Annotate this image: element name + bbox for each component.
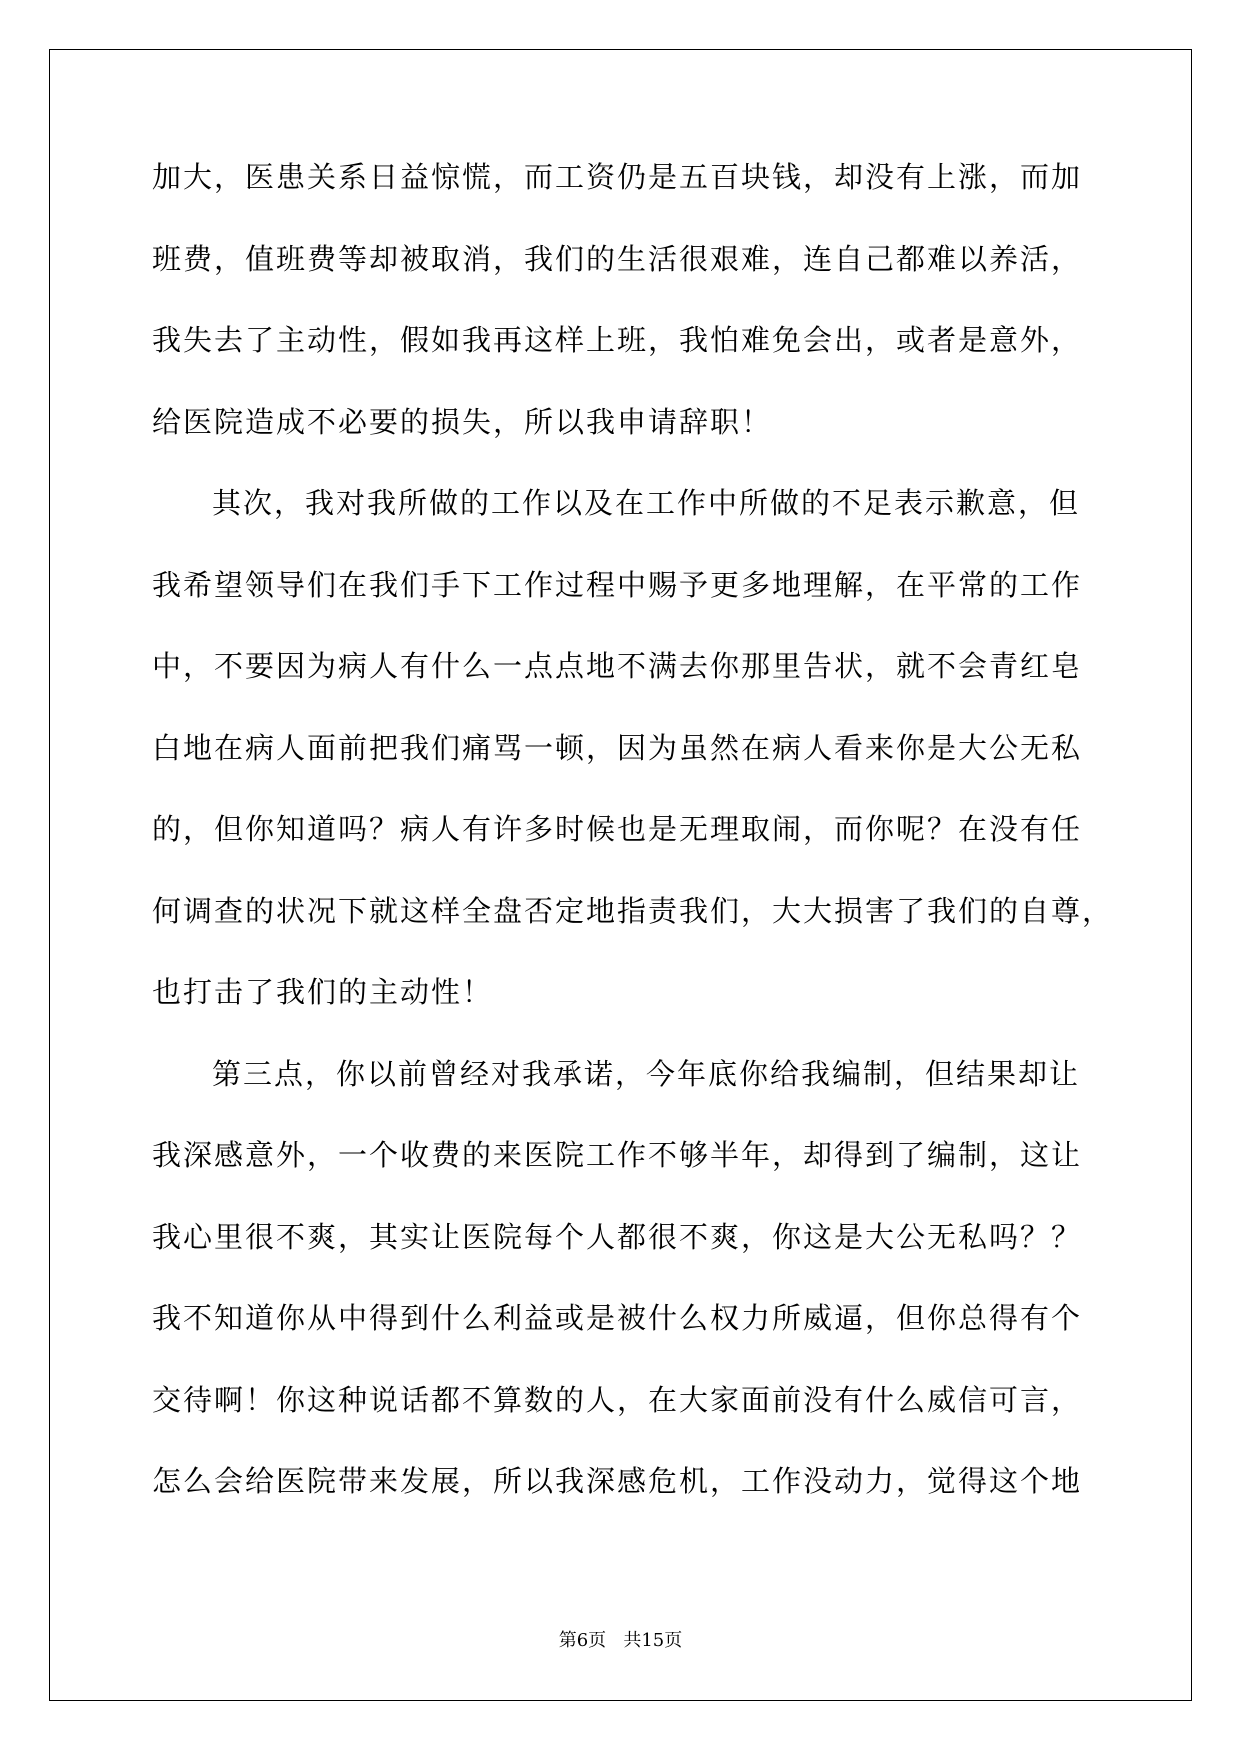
text-line: 加大，医患关系日益惊慌，而工资仍是五百块钱，却没有上涨，而加: [152, 160, 1083, 194]
text-line: 中，不要因为病人有什么一点点地不满去你那里告状，就不会青红皂: [152, 649, 1083, 683]
text-line: 我希望领导们在我们手下工作过程中赐予更多地理解，在平常的工作: [152, 567, 1083, 602]
text-line: 给医院造成不必要的损失，所以我申请辞职！: [152, 404, 773, 439]
text-line: 我心里很不爽，其实让医院每个人都很不爽，你这是大公无私吗？？: [152, 1219, 1083, 1254]
text-line: 我不知道你从中得到什么利益或是被什么权力所威逼，但你总得有个: [152, 1301, 1083, 1335]
page-footer: [0, 1630, 1241, 1652]
page-number: 第6页: [558, 1630, 607, 1651]
text-line: 交待啊！你这种说话都不算数的人，在大家面前没有什么威信可言，: [152, 1382, 1083, 1417]
page-total: 共15页: [623, 1630, 683, 1651]
paragraph-first-line: 其次，我对我所做的工作以及在工作中所做的不足表示歉意，但: [212, 486, 1081, 520]
text-line: 也打击了我们的主动性！: [152, 975, 494, 1009]
text-line: 怎么会给医院带来发展，所以我深感危机，工作没动力，觉得这个地: [152, 1464, 1083, 1498]
text-line: 我失去了主动性，假如我再这样上班，我怕难免会出，或者是意外，: [152, 323, 1083, 357]
text-line: 班费，值班费等却被取消，我们的生活很艰难，连自己都难以养活，: [152, 241, 1083, 276]
text-line: 白地在病人面前把我们痛骂一顿，因为虽然在病人看来你是大公无私: [152, 730, 1083, 765]
text-line: 的，但你知道吗？病人有许多时候也是无理取闹，而你呢？在没有任: [152, 812, 1083, 846]
text-line: 何调查的状况下就这样全盘否定地指责我们，大大损害了我们的自尊，: [152, 893, 1114, 928]
text-line: 我深感意外，一个收费的来医院工作不够半年，却得到了编制，这让: [152, 1138, 1083, 1172]
paragraph-first-line: 第三点，你以前曾经对我承诺，今年底你给我编制，但结果却让: [212, 1056, 1081, 1091]
document-body: [152, 160, 1114, 1546]
